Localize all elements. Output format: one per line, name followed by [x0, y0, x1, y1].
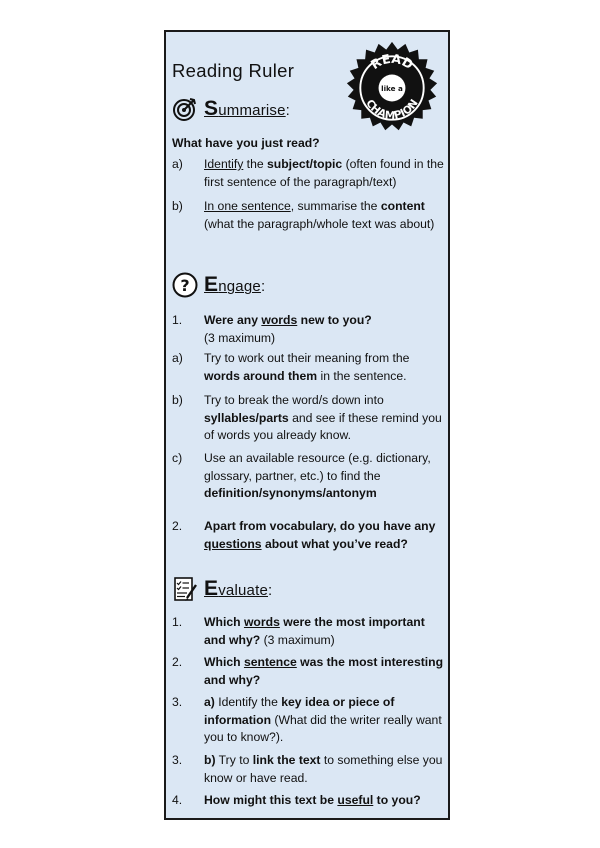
evaluate-item-2: 2. Which sentence was the most interesting and why? — [172, 655, 444, 687]
evaluate-item-3a: 3. a) Identify the key idea or piece of information (What did the writer really want you to know?). — [172, 695, 442, 744]
question-mark-icon — [172, 272, 198, 298]
engage-item-a: a) Try to work out their meaning from the words around them in the sentence. — [172, 351, 410, 383]
evaluate-item-3b: 3. b) Try to link the text to something else you know or have read. — [172, 753, 443, 785]
summarise-heading: Summarise: — [172, 96, 290, 122]
engage-heading: ? Engage: — [172, 272, 265, 298]
evaluate-heading: Evaluate: — [172, 576, 272, 602]
document-checklist-icon — [172, 576, 198, 602]
target-icon — [172, 96, 198, 122]
engage-item-1: 1. Were any words new to you? (3 maximum) — [172, 313, 372, 345]
engage-item-b: b) Try to break the word/s down into syllables/parts and see if these remind you of words you already know. — [172, 393, 442, 442]
page-title: Reading Ruler — [172, 60, 295, 81]
engage-item-c: c) Use an available resource (e.g. dictionary, glossary, partner, etc.) to find the definition/synonyms/antonym — [172, 451, 431, 500]
badge-bottom-text: CHAMPION — [363, 97, 421, 123]
evaluate-item-1: 1. Which words were the most important and why? (3 maximum) — [172, 615, 425, 647]
reading-ruler-card — [164, 30, 450, 820]
evaluate-item-4: 4. How might this text be useful to you? — [172, 793, 421, 807]
summarise-question: What have you just read? — [172, 136, 320, 150]
summarise-item-b: b) In one sentence, summarise the content (what the paragraph/whole text was about) — [172, 199, 435, 231]
engage-item-2: 2. Apart from vocabulary, do you have any questions about what you’ve read? — [172, 519, 436, 551]
svg-text:?: ? — [180, 276, 190, 295]
read-like-a-champion-badge-icon — [344, 40, 440, 136]
badge-middle-text: like a — [381, 83, 403, 93]
summarise-item-a: a) Identify the subject/topic (often found in the first sentence of the paragraph/text) — [172, 157, 444, 189]
badge-top-text: READ — [367, 50, 416, 73]
